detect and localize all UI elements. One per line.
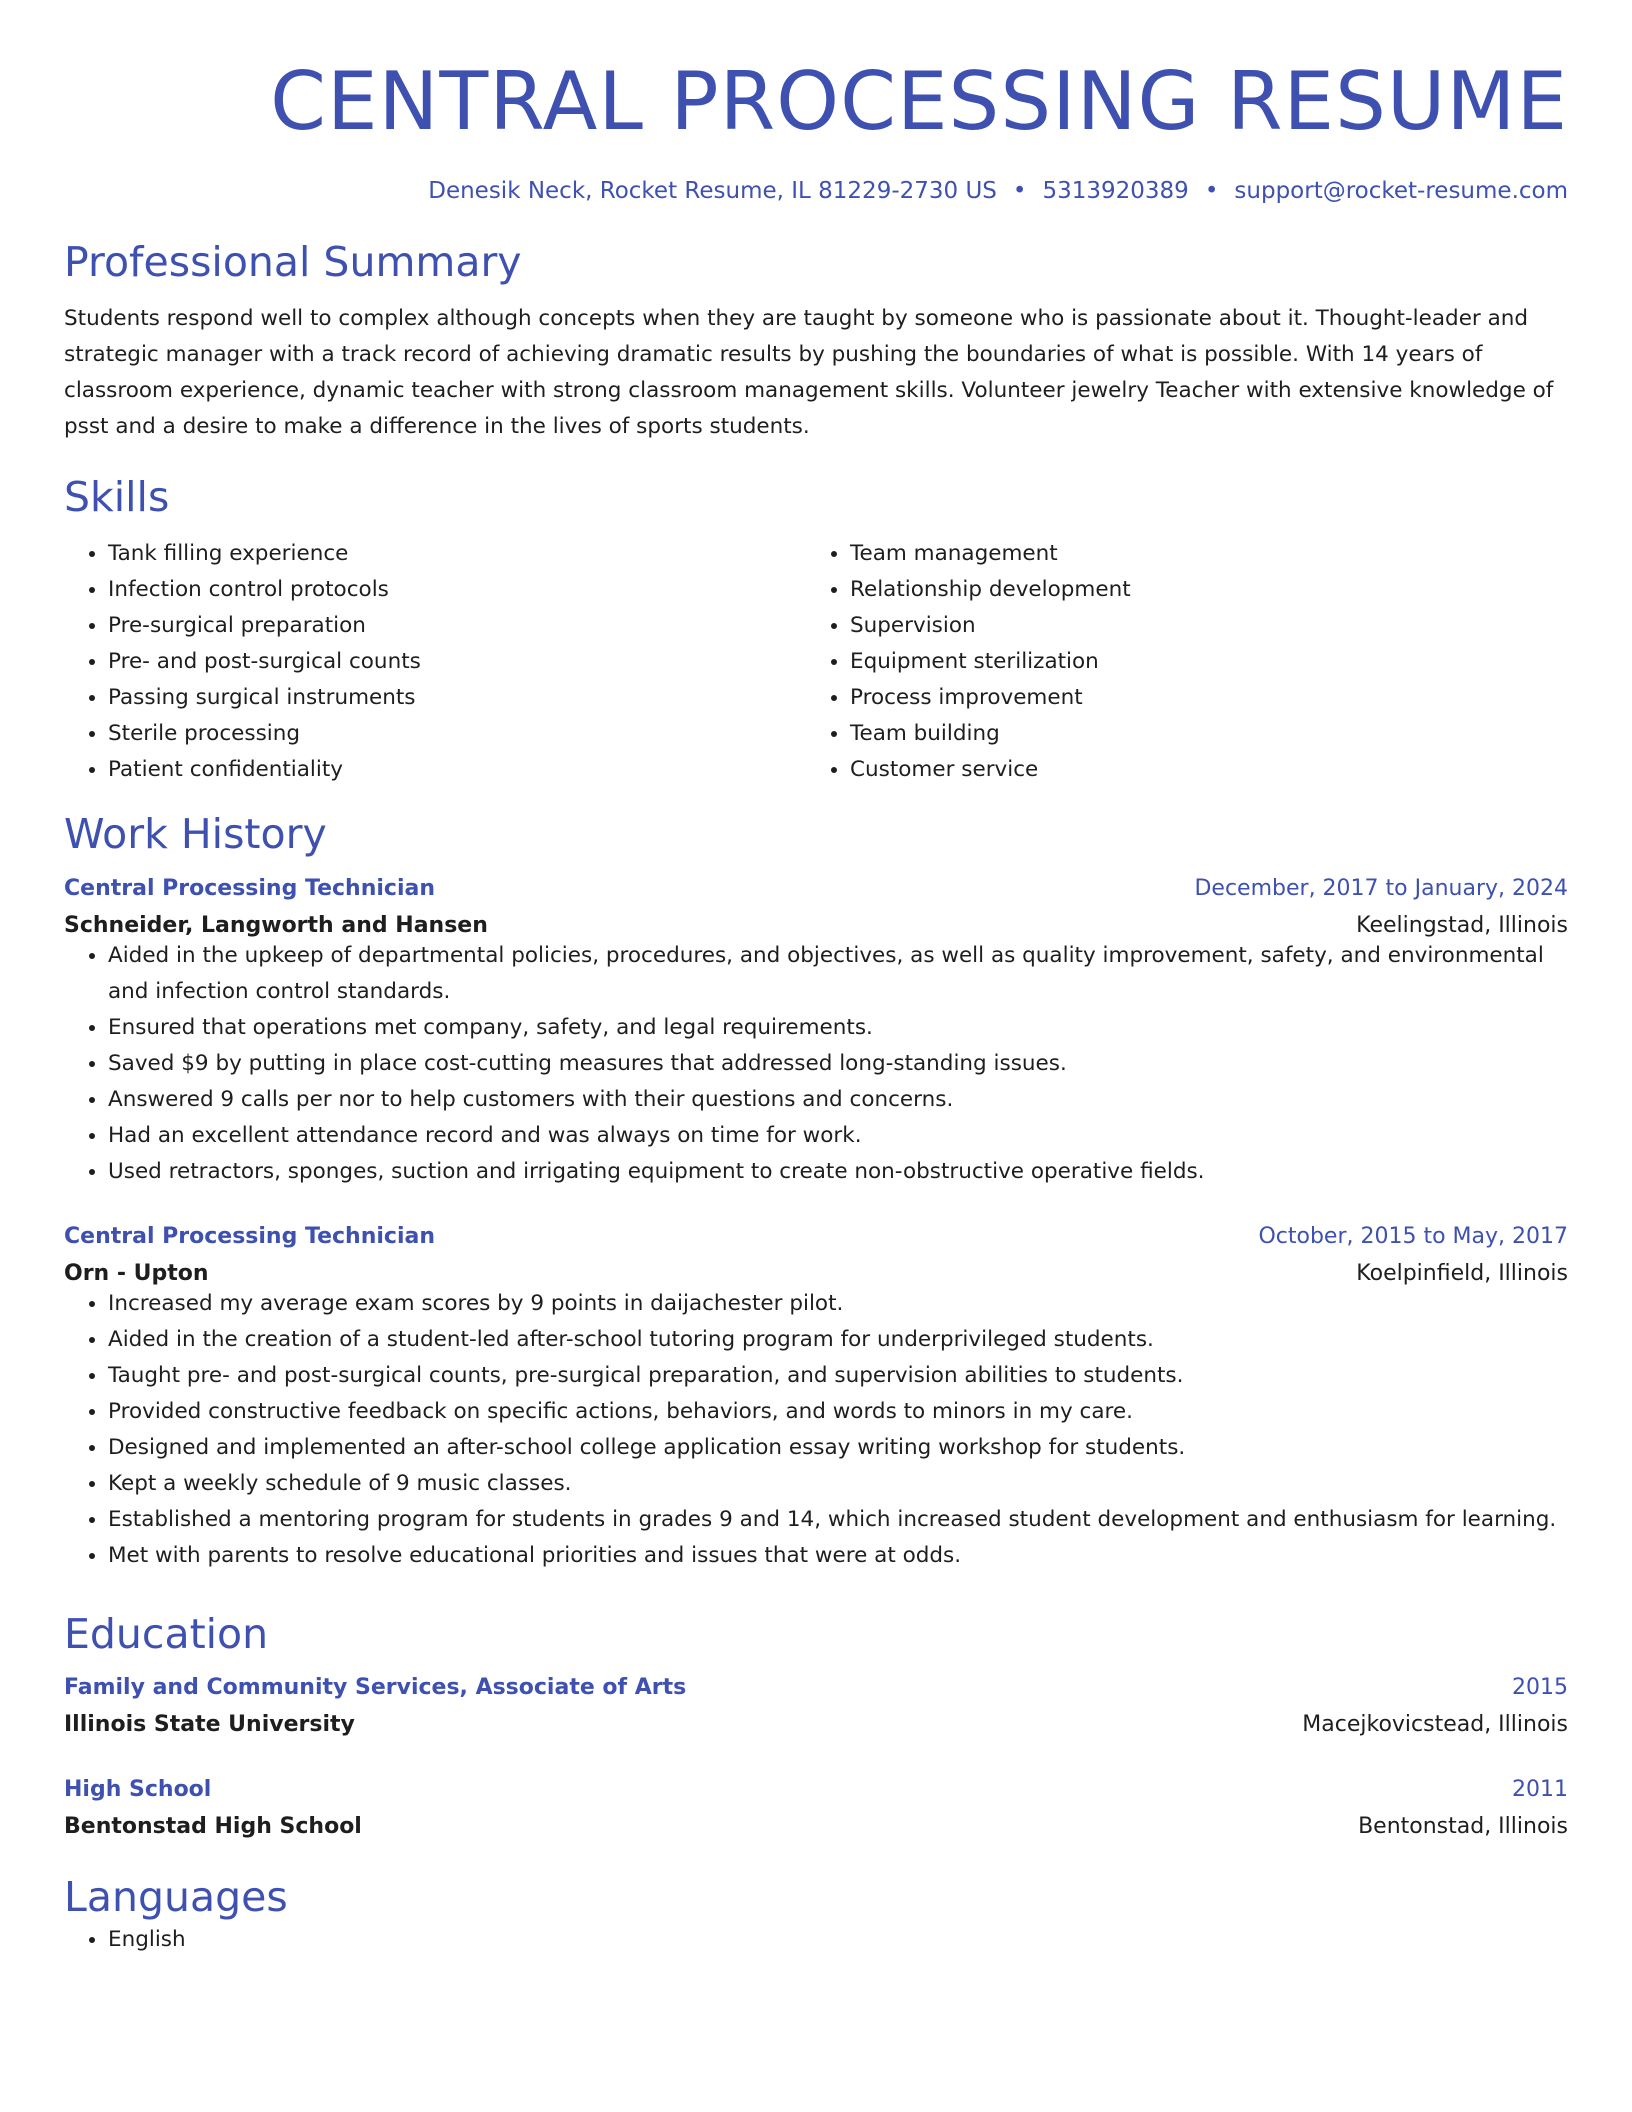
contact-email[interactable]: support@rocket-resume.com [1234, 178, 1568, 204]
skill-item: • Supervision [850, 608, 1568, 644]
job-company-row [64, 1261, 1568, 1286]
job-title: Central Processing Technician [64, 875, 435, 901]
job-location: Keelingstad, Illinois [1356, 912, 1568, 938]
job-bullet: • Designed and implemented an after-school college application essay writing workshop for students. [108, 1430, 1568, 1466]
education-entry [64, 1675, 1568, 1737]
job-bullet: • Aided in the creation of a student-led after-school tutoring program for underprivileged students. [108, 1322, 1568, 1358]
skill-item: • Pre-surgical preparation [108, 608, 806, 644]
job-company: Schneider, Langworth and Hansen [64, 912, 488, 938]
education-school: Illinois State University [64, 1711, 355, 1737]
education-school-row [64, 1814, 1568, 1839]
job-bullet: • Had an excellent attendance record and was always on time for work. [108, 1118, 1568, 1154]
job-bullet-list [64, 938, 1568, 1190]
skill-item: • Infection control protocols [108, 572, 806, 608]
skill-item: • Process improvement [850, 680, 1568, 716]
skill-item: • Tank filling experience [108, 536, 806, 572]
language-item: • English [108, 1922, 1568, 1958]
skills-list-right [806, 536, 1568, 788]
education-heading: Education [64, 1609, 269, 1658]
job-bullet: • Ensured that operations met company, safety, and legal requirements. [108, 1010, 1568, 1046]
education-location: Bentonstad, Illinois [1358, 1813, 1568, 1839]
education-header-row [64, 1675, 1568, 1700]
job-company: Orn - Upton [64, 1260, 209, 1286]
languages-heading: Languages [64, 1872, 288, 1921]
summary-heading: Professional Summary [64, 238, 522, 286]
job-bullet: • Met with parents to resolve educational priorities and issues that were at odds. [108, 1538, 1568, 1574]
skill-item: • Patient confidentiality [108, 752, 806, 788]
skill-item: • Customer service [850, 752, 1568, 788]
job-location: Koelpinfield, Illinois [1356, 1260, 1568, 1286]
skills-grid [64, 536, 1568, 788]
job-bullet-list [64, 1286, 1568, 1574]
job-bullet: • Increased my average exam scores by 9 points in daijachester pilot. [108, 1286, 1568, 1322]
work-history-heading: Work History [64, 810, 327, 859]
job-bullet: • Taught pre- and post-surgical counts, pre-surgical preparation, and supervision abilities to students. [108, 1358, 1568, 1394]
skills-list-left [64, 536, 806, 788]
skill-item: • Relationship development [850, 572, 1568, 608]
contact-address: Denesik Neck, Rocket Resume, IL 81229-2730 US [428, 178, 997, 204]
job-bullet: • Provided constructive feedback on specific actions, behaviors, and words to minors in my care. [108, 1394, 1568, 1430]
skill-item: • Equipment sterilization [850, 644, 1568, 680]
education-location: Macejkovicstead, Illinois [1302, 1711, 1568, 1737]
job-entry [64, 876, 1568, 1190]
job-entry [64, 1224, 1568, 1574]
contact-separator: • [1012, 178, 1027, 204]
job-dates: October, 2015 to May, 2017 [1258, 1223, 1568, 1249]
summary-text: Students respond well to complex although concepts when they are taught by someone who is passionate about it. Thought-leader and strategic manager with a track record of achieving dramatic results by pushing the boundaries of what is possible. With 14 years of classroom experience, dynamic teacher with strong classroom management skills. Volunteer jewelry Teacher with extensive knowledge of psst and a desire to make a difference in the lives of sports students. [64, 306, 1554, 440]
job-title: Central Processing Technician [64, 1223, 435, 1249]
education-school: Bentonstad High School [64, 1813, 362, 1839]
education-school-row [64, 1712, 1568, 1737]
education-degree: High School [64, 1776, 212, 1802]
skills-heading: Skills [64, 473, 170, 522]
job-bullet: • Aided in the upkeep of departmental policies, procedures, and objectives, as well as quality improvement, safety, and environmental and infection control standards. [108, 938, 1568, 1010]
job-bullet: • Kept a weekly schedule of 9 music classes. [108, 1466, 1568, 1502]
education-year: 2011 [1512, 1776, 1568, 1802]
skill-item: • Pre- and post-surgical counts [108, 644, 806, 680]
job-dates: December, 2017 to January, 2024 [1194, 875, 1568, 901]
job-bullet: • Established a mentoring program for students in grades 9 and 14, which increased student development and enthusiasm for learning. [108, 1502, 1568, 1538]
contact-separator: • [1204, 178, 1219, 204]
skill-item: • Team building [850, 716, 1568, 752]
contact-line [64, 178, 1568, 204]
education-entry [64, 1777, 1568, 1839]
job-bullet: • Answered 9 calls per nor to help customers with their questions and concerns. [108, 1082, 1568, 1118]
skill-item: • Sterile processing [108, 716, 806, 752]
skill-item: • Team management [850, 536, 1568, 572]
job-bullet: • Used retractors, sponges, suction and irrigating equipment to create non-obstructive operative fields. [108, 1154, 1568, 1190]
education-degree: Family and Community Services, Associate of Arts [64, 1674, 687, 1700]
skill-item: • Passing surgical instruments [108, 680, 806, 716]
job-company-row [64, 913, 1568, 938]
education-header-row [64, 1777, 1568, 1802]
job-header-row [64, 876, 1568, 901]
job-header-row [64, 1224, 1568, 1249]
job-bullet: • Saved $9 by putting in place cost-cutting measures that addressed long-standing issues. [108, 1046, 1568, 1082]
contact-phone: 5313920389 [1042, 178, 1189, 204]
education-year: 2015 [1512, 1674, 1568, 1700]
resume-title: CENTRAL PROCESSING RESUME [270, 55, 1568, 148]
languages-list [64, 1922, 1568, 1958]
